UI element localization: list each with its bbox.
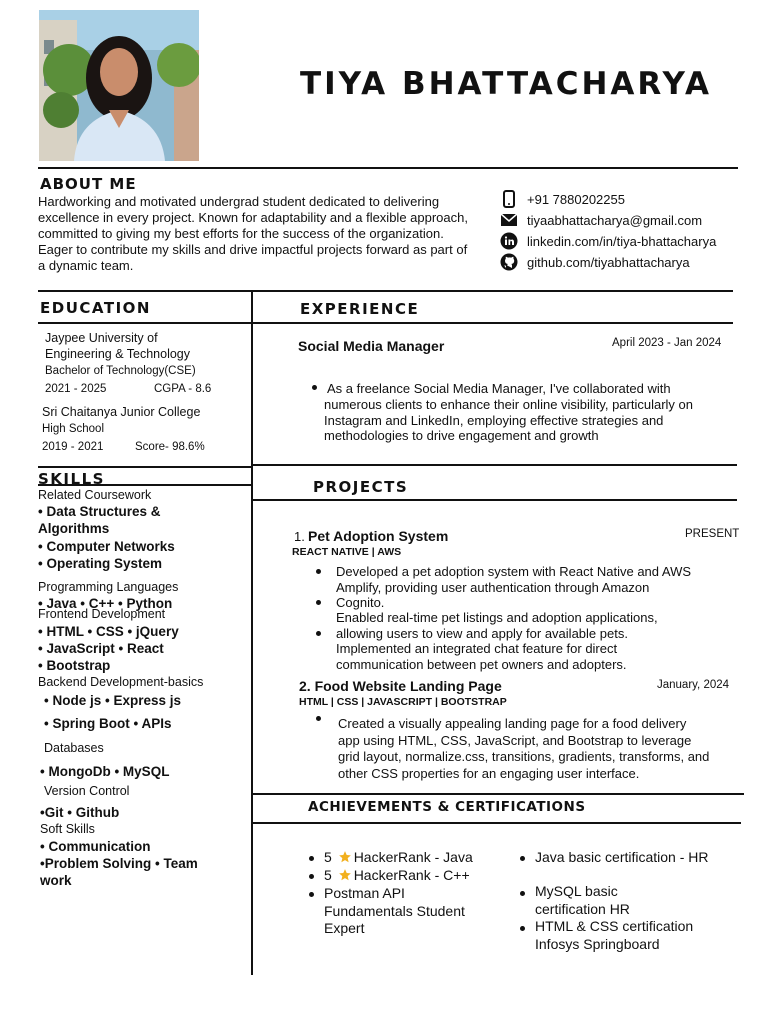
project-number: 1. [294, 529, 305, 544]
version-control-list: •Git • Github [40, 805, 120, 820]
achievement-item: Postman API Fundamentals Student Expert [324, 885, 465, 936]
frontend-item: • Bootstrap [38, 658, 111, 673]
backend-item: • Spring Boot • APIs [44, 716, 172, 731]
contact-email[interactable] [500, 211, 702, 229]
divider [253, 822, 741, 824]
project-bullet-line: Amplify, providing user authentication through Amazon [336, 580, 650, 595]
frontend-label: Frontend Development [38, 607, 166, 621]
college-level: High School [42, 423, 105, 435]
project-bullet-line: Enabled real-time pet listings and adoption applications, [336, 610, 658, 625]
soft-skills-label: Soft Skills [40, 822, 95, 836]
project-bullet-line: communication between pet owners and adopters. [336, 657, 627, 672]
experience-role: Social Media Manager [298, 338, 445, 354]
phone-text: +91 7880202255 [527, 191, 625, 207]
achievement-text: HackerRank - C++ [353, 867, 470, 883]
bullet [316, 600, 321, 605]
frontend-item: • JavaScript • React [38, 641, 164, 656]
achievement-item [324, 849, 473, 867]
project-bullet-line: Developed a pet adoption system with React Native and AWS [336, 564, 692, 579]
bullet [316, 716, 321, 721]
column-divider [251, 290, 253, 975]
certification-item: HTML & CSS certification Infosys Springboard [535, 918, 694, 952]
project-stack: REACT NATIVE | AWS [292, 546, 402, 558]
project-description: Created a visually appealing landing page for a food delivery app using HTML, CSS, JavaScript, and Bootstrap to leverage grid layout, normalize.css, transitions, gradients, transforms, and other CSS properties for an engaging user interface. [338, 716, 710, 781]
projects-heading: PROJECTS [313, 478, 409, 496]
bullet [520, 926, 525, 931]
cgpa: CGPA - 8.6 [154, 383, 212, 395]
star-icon [338, 868, 352, 882]
phone-icon [500, 190, 518, 208]
contact-github[interactable] [500, 253, 690, 271]
degree: Bachelor of Technology(CSE) [45, 365, 196, 377]
skills-heading: SKILLS [38, 470, 105, 488]
coursework-item: Algorithms [38, 521, 110, 536]
databases-label: Databases [44, 741, 104, 755]
profile-photo [39, 10, 199, 161]
bullet [316, 631, 321, 636]
databases-list: • MongoDb • MySQL [40, 764, 170, 779]
divider [38, 290, 733, 292]
mail-icon [500, 211, 518, 229]
candidate-name: TIYA BHATTACHARYA [300, 66, 713, 102]
soft-skill-item: • Communication [40, 839, 151, 854]
linkedin-text[interactable]: linkedin.com/in/tiya-bhattacharya [527, 233, 717, 249]
divider [253, 793, 744, 795]
backend-item: • Node js • Express js [44, 693, 182, 708]
github-icon [500, 253, 518, 271]
project-title: Pet Adoption System [308, 528, 449, 544]
project-bullet-line: Cognito. [336, 595, 385, 610]
email-text[interactable]: tiyaabhattacharya@gmail.com [527, 212, 703, 228]
programming-label: Programming Languages [38, 580, 179, 594]
project-bullet-line: Implemented an integrated chat feature for direct [336, 641, 618, 656]
bullet [520, 856, 525, 861]
bullet [309, 874, 314, 879]
star-icon [338, 850, 352, 864]
linkedin-icon [500, 232, 518, 250]
about-text: Hardworking and motivated undergrad student dedicated to delivering excellence in every project. Known for adaptability and a flexible approach, committed to giving my best efforts for the success of the organization. Eager to contribute my skills and drive impactful projects forward as part of a dynamic team. [38, 194, 468, 273]
college-name: Sri Chaitanya Junior College [42, 405, 201, 419]
bullet [316, 569, 321, 574]
coursework-item: • Computer Networks [38, 539, 175, 554]
bullet [312, 385, 317, 390]
divider [38, 466, 252, 468]
version-control-label: Version Control [44, 784, 130, 798]
university-name-line2: Engineering & Technology [45, 347, 191, 361]
bullet [520, 891, 525, 896]
about-heading: ABOUT ME [40, 175, 137, 193]
contact-linkedin[interactable] [500, 232, 716, 250]
divider [253, 464, 737, 466]
project-bullet-line: allowing users to view and apply for available pets. [336, 626, 628, 641]
coursework-label: Related Coursework [38, 488, 152, 502]
divider [38, 167, 738, 169]
experience-description: As a freelance Social Media Manager, I've collaborated with numerous clients to enhance their online visibility, particularly on Instagram and LinkedIn, employing effective strategies and methodologies to drive engagement and growth [324, 381, 694, 444]
contact-phone [500, 190, 625, 208]
star-count: 5 [324, 849, 332, 865]
project-date: January, 2024 [657, 679, 730, 691]
project-date: PRESENT [685, 528, 740, 540]
programming-list: • Java • C++ • Python [38, 596, 173, 611]
university-name-line1: Jaypee University of [45, 331, 158, 345]
experience-heading: EXPERIENCE [300, 300, 420, 318]
github-text[interactable]: github.com/tiyabhattacharya [527, 254, 690, 270]
project-stack: HTML | CSS | JAVASCRIPT | BOOTSTRAP [299, 696, 507, 708]
bullet [309, 892, 314, 897]
coursework-item: • Data Structures & [38, 504, 161, 519]
star-count: 5 [324, 867, 332, 883]
backend-label: Backend Development-basics [38, 675, 204, 689]
frontend-item: • HTML • CSS • jQuery [38, 624, 179, 639]
achievement-item [324, 867, 470, 885]
college-years: 2019 - 2021 [42, 441, 104, 453]
soft-skill-item: •Problem Solving • Team [40, 856, 198, 871]
certification-item: Java basic certification - HR [535, 849, 709, 865]
university-years: 2021 - 2025 [45, 383, 107, 395]
divider [253, 499, 737, 501]
experience-dates: April 2023 - Jan 2024 [612, 337, 722, 349]
certification-item: MySQL basic certification HR [535, 883, 630, 917]
bullet [309, 856, 314, 861]
project-title: 2. Food Website Landing Page [299, 678, 502, 694]
achievements-heading: ACHIEVEMENTS & CERTIFICATIONS [308, 799, 586, 815]
soft-skill-item: work [40, 873, 72, 888]
college-score: Score- 98.6% [135, 441, 205, 453]
divider [38, 322, 733, 324]
coursework-item: • Operating System [38, 556, 163, 571]
education-heading: EDUCATION [40, 299, 151, 317]
achievement-text: HackerRank - Java [353, 849, 473, 865]
